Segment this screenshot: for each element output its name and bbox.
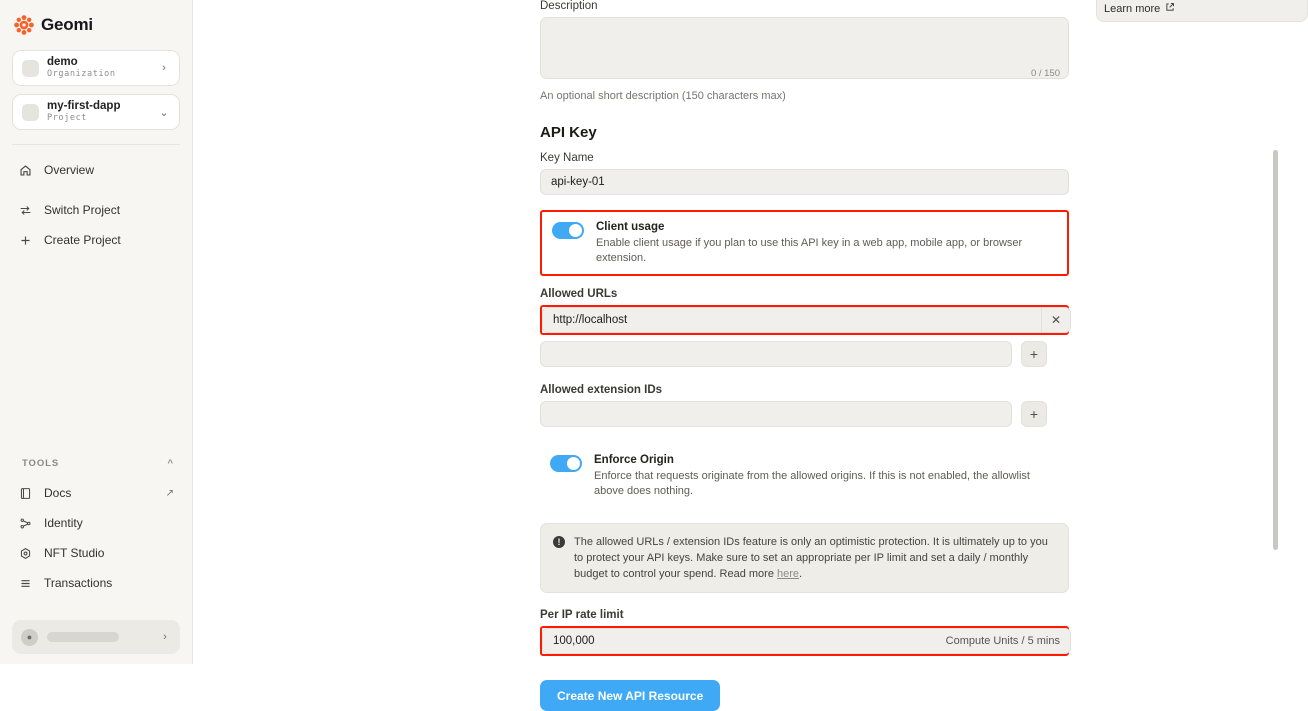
- api-resource-form: [540, 0, 1069, 711]
- brand-name: Geomi: [41, 15, 93, 34]
- tools-list: [0, 478, 192, 598]
- description-label: Description: [540, 0, 598, 12]
- sidebar-item-label: Create Project: [44, 233, 121, 247]
- rate-limit-group: [540, 609, 1069, 656]
- description-input[interactable]: [540, 17, 1069, 79]
- identity-icon: [18, 516, 33, 531]
- sidebar-item-label: Overview: [44, 163, 95, 177]
- allowed-url-input[interactable]: [542, 307, 1041, 333]
- project-avatar: [22, 104, 39, 121]
- sidebar-item-nft-studio[interactable]: [10, 538, 182, 568]
- allowed-extension-ids-group: [540, 384, 1069, 427]
- project-subtitle: Project: [47, 113, 88, 123]
- sidebar-item-transactions[interactable]: [10, 568, 182, 598]
- org-avatar: [22, 60, 39, 77]
- sidebar-nav: [0, 145, 192, 255]
- add-allowed-url-button[interactable]: +: [1021, 341, 1047, 367]
- allowed-extension-ids-label: Allowed extension IDs: [540, 384, 663, 396]
- enforce-origin-title: Enforce Origin: [594, 454, 674, 466]
- sidebar-item-label: Identity: [44, 516, 83, 530]
- client-usage-title: Client usage: [596, 221, 665, 233]
- chevron-up-icon: ^: [167, 457, 174, 469]
- chevron-down-icon: ⌄: [159, 106, 169, 119]
- sidebar-item-label: Switch Project: [44, 203, 121, 217]
- learn-more-link[interactable]: [1104, 2, 1175, 15]
- allowed-urls-label: Allowed URLs: [540, 288, 618, 300]
- list-icon: [18, 576, 33, 591]
- notice-text: [574, 534, 1056, 582]
- allowed-url-highlight: [540, 305, 1069, 335]
- user-menu[interactable]: [12, 620, 180, 654]
- notice-link[interactable]: here: [777, 568, 800, 580]
- allowed-url-new-input[interactable]: [540, 341, 1012, 367]
- book-icon: [18, 486, 33, 501]
- project-selector[interactable]: [12, 94, 180, 130]
- key-name-field-group: [540, 152, 1069, 195]
- rate-limit-label: Per IP rate limit: [540, 609, 624, 621]
- rate-limit-unit: Compute Units / 5 mins: [945, 635, 1060, 647]
- client-usage-text: [596, 220, 1057, 266]
- client-usage-row: [542, 212, 1067, 274]
- client-usage-description: Enable client usage if you plan to use this API key in a web app, mobile app, or browser extension.: [596, 237, 1023, 264]
- api-key-section-title: API Key: [540, 124, 597, 141]
- chevron-right-icon: ›: [163, 631, 167, 643]
- sidebar: [0, 0, 193, 664]
- sidebar-item-identity[interactable]: [10, 508, 182, 538]
- home-icon: [18, 163, 33, 178]
- org-selector-text: [47, 56, 150, 80]
- enforce-origin-toggle[interactable]: [550, 455, 582, 472]
- sidebar-item-label: Transactions: [44, 576, 113, 590]
- main-content: [193, 0, 1280, 703]
- user-name-placeholder: [47, 632, 119, 642]
- info-icon: !: [553, 536, 565, 548]
- learn-more-label: Learn more: [1104, 2, 1161, 15]
- enforce-origin-row: [540, 445, 1069, 507]
- sidebar-item-create-project[interactable]: [10, 225, 182, 255]
- nav-spacer: [0, 185, 192, 195]
- tools-label: TOOLS: [22, 457, 60, 469]
- close-icon[interactable]: ✕: [1041, 307, 1071, 333]
- vertical-scrollbar[interactable]: [1273, 150, 1278, 550]
- external-link-icon: [1165, 2, 1175, 15]
- notice-text-before: The allowed URLs / extension IDs feature is only an optimistic protection. It is ultimately up to you to protect your API keys. Make sure to set an appropriate per IP limit and set a daily / monthly budget to control your spend. Read more: [574, 536, 1048, 580]
- api-resource-form-container: [193, 0, 1280, 703]
- org-subtitle: Organization: [47, 69, 116, 79]
- project-selector-text: [47, 100, 150, 124]
- allowed-url-row: [542, 307, 1071, 333]
- sidebar-item-label: Docs: [44, 486, 72, 500]
- allowed-extension-id-input[interactable]: [540, 401, 1012, 427]
- project-name: my-first-dapp: [47, 100, 121, 112]
- sidebar-item-label: NFT Studio: [44, 546, 105, 560]
- sidebar-item-overview[interactable]: [10, 155, 182, 185]
- description-char-count: 0 / 150: [1030, 68, 1060, 79]
- enforce-origin-group: [540, 445, 1069, 507]
- org-name: demo: [47, 56, 78, 68]
- switch-icon: [18, 203, 33, 218]
- external-link-icon: ↗: [165, 487, 174, 499]
- key-name-label: Key Name: [540, 152, 594, 164]
- add-extension-id-button[interactable]: +: [1021, 401, 1047, 427]
- description-wrap: [540, 17, 1069, 84]
- create-api-resource-button[interactable]: Create New API Resource: [540, 680, 720, 711]
- tools-section-header[interactable]: [0, 452, 192, 474]
- toggle-knob: [567, 457, 580, 470]
- enforce-origin-description: Enforce that requests originate from the allowed origins. If this is not enabled, the allowlist above does nothing.: [594, 470, 1030, 497]
- enforce-origin-text: [594, 453, 1059, 499]
- client-usage-highlight: [540, 210, 1069, 276]
- user-avatar-icon: ●: [21, 629, 38, 646]
- toggle-knob: [569, 224, 582, 237]
- sidebar-item-docs[interactable]: [10, 478, 182, 508]
- description-field-group: [540, 0, 1069, 102]
- rate-limit-highlight: [540, 626, 1069, 656]
- notice-text-after: .: [799, 568, 803, 580]
- geomi-logo-icon: [14, 15, 34, 35]
- description-help-text: An optional short description (150 characters max): [540, 90, 786, 102]
- rate-limit-field[interactable]: [542, 628, 1071, 654]
- org-selector[interactable]: [12, 50, 180, 86]
- client-usage-toggle[interactable]: [552, 222, 584, 239]
- brand: [0, 0, 192, 45]
- plus-icon: [18, 233, 33, 248]
- key-name-input[interactable]: [540, 169, 1069, 195]
- sidebar-item-switch-project[interactable]: [10, 195, 182, 225]
- rate-limit-value: 100,000: [553, 635, 595, 647]
- allowed-extension-ids-row: [540, 401, 1069, 427]
- nft-icon: [18, 546, 33, 561]
- chevron-right-icon: ›: [162, 62, 166, 74]
- allowed-url-new-row: [540, 341, 1069, 367]
- allowed-urls-group: [540, 288, 1069, 367]
- allowlist-notice: [540, 523, 1069, 593]
